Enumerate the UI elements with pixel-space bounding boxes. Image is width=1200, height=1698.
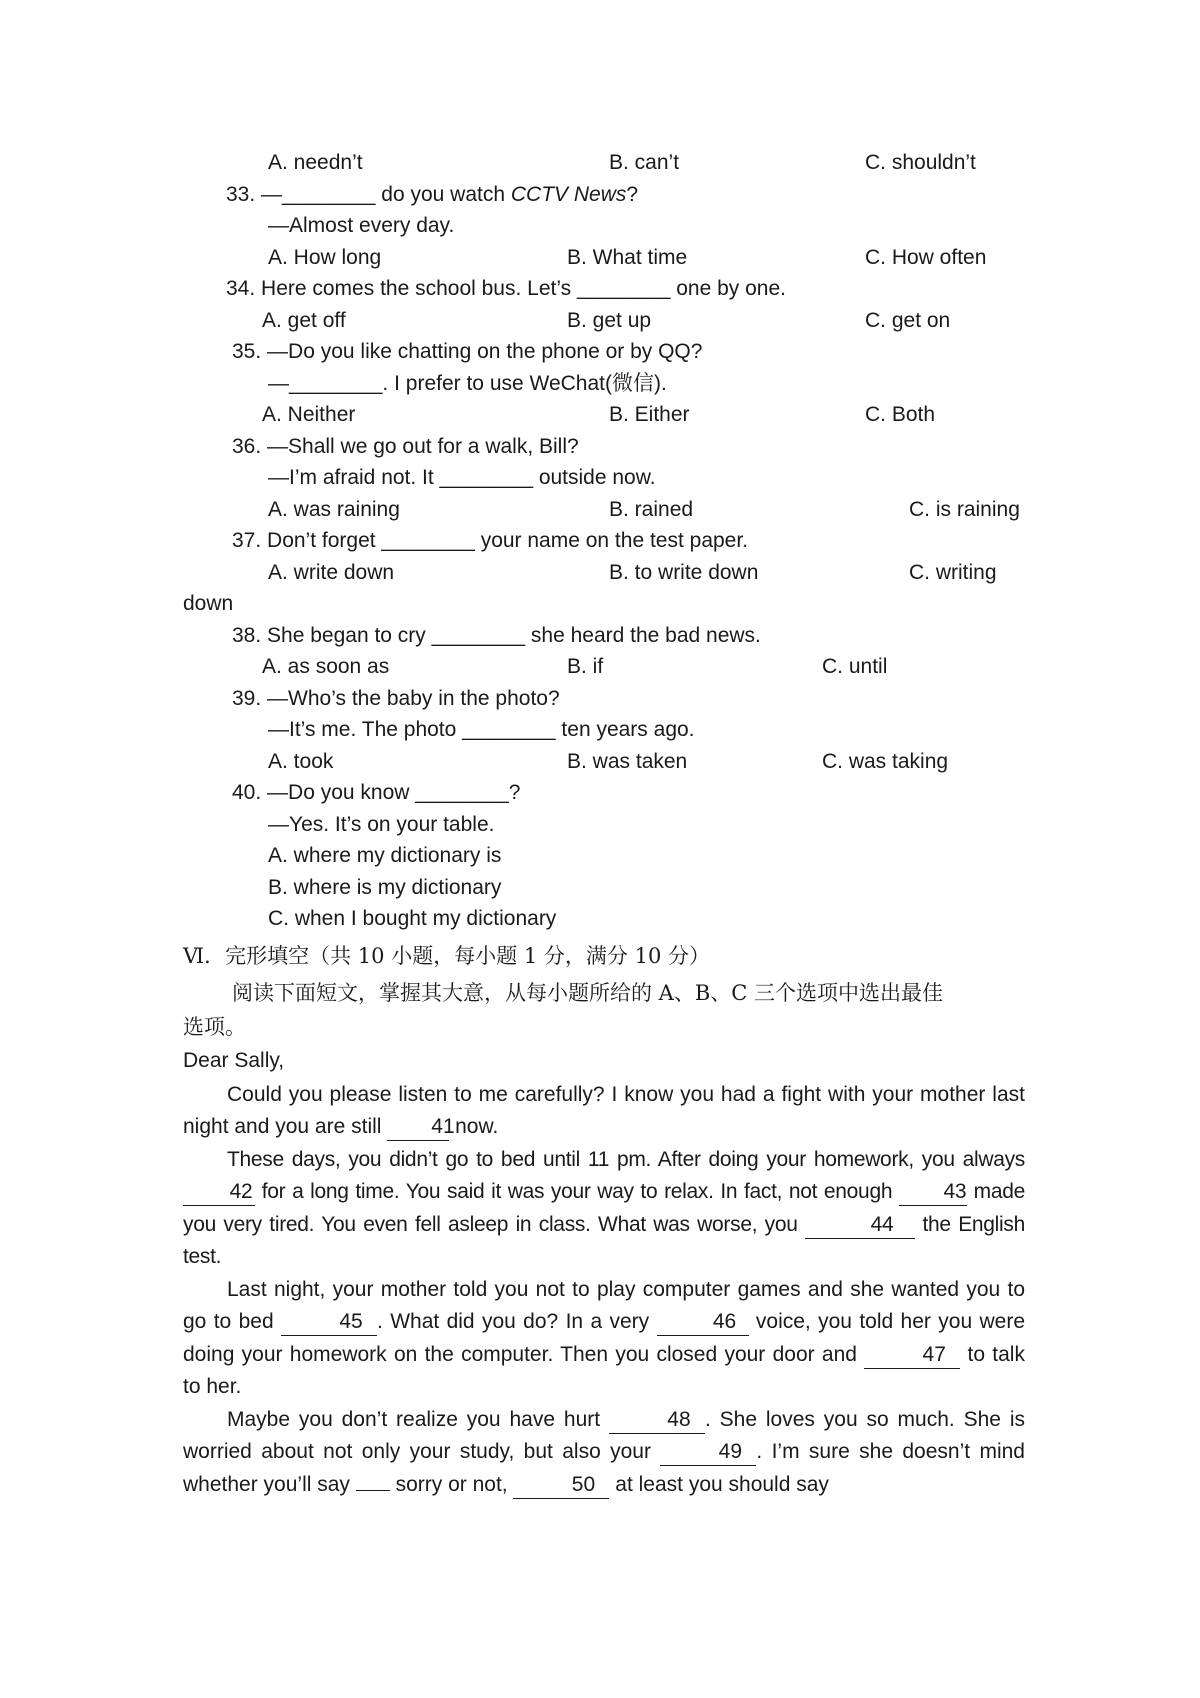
q36-option-b: B. rained <box>609 498 694 521</box>
q33-stem-post: ? <box>626 183 639 206</box>
p3-text-4: to talk to her. <box>183 1342 1025 1399</box>
q37-option-b: B. to write down <box>609 561 759 584</box>
section-instruction: 阅读下面短文，掌握其大意，从每小题所给的 A、B、C 三个选项中选出最佳 <box>232 981 944 1005</box>
p2-text-2: for a long time. You said it was your way to relax. In fact, not enough <box>255 1180 899 1204</box>
q35-option-a: A. Neither <box>262 403 356 426</box>
q33-stem-pre: 33. —________ do you watch <box>226 183 511 206</box>
q40-stem: 40. —Do you know ________? <box>232 781 521 804</box>
p3-text-2: . What did you do? In a very <box>377 1310 657 1334</box>
p4-text-3: . I’m sure she doesn’t mind whether you’ll say <box>183 1440 1025 1496</box>
q35-stem: 35. —Do you like chatting on the phone or by QQ? <box>232 340 703 363</box>
q33-option-b: B. What time <box>567 246 688 269</box>
blank-45: 45 <box>281 1309 377 1336</box>
q40-option-a: A. where my dictionary is <box>268 844 502 867</box>
q33-answer: —Almost every day. <box>268 214 455 237</box>
blank-41: 41 <box>387 1114 449 1141</box>
p3-text-1: Last night, your mother told you not to play computer games and she wanted you to go to bed <box>183 1278 1025 1334</box>
p4-text-2: . She loves you so much. She is worried about not only your study, but also your <box>183 1408 1025 1464</box>
q36-answer: —I’m afraid not. It ________ outside now. <box>268 466 656 489</box>
letter-greeting: Dear Sally, <box>183 1049 285 1072</box>
section-instruction-wrap: 选项。 <box>183 1015 246 1039</box>
q40-answer: —Yes. It’s on your table. <box>268 813 495 836</box>
q33-option-c: C. How often <box>865 246 987 269</box>
blank-49: 49 <box>660 1439 756 1466</box>
section-heading: Ⅵ．完形填空（共 10 小题，每小题 1 分，满分 10 分） <box>183 944 710 968</box>
q37-option-c: C. writing <box>909 561 997 584</box>
q38-option-c: C. until <box>822 655 888 678</box>
q39-option-a: A. took <box>268 750 334 773</box>
q35-answer: —________. I prefer to use WeChat(微信). <box>268 372 667 395</box>
q37-option-c-wrap: down <box>183 592 234 615</box>
p1-text-2: now. <box>449 1115 499 1139</box>
q33-stem <box>226 180 638 210</box>
q40-option-b: B. where is my dictionary <box>268 876 502 899</box>
q32-option-c: C. shouldn’t <box>865 151 976 174</box>
p4-text-5: at least you should say <box>609 1472 829 1496</box>
blank-50: 50 <box>513 1472 609 1499</box>
q39-option-c: C. was taking <box>822 750 949 773</box>
p2-text-1: These days, you didn’t go to bed until 11 pm. After doing your homework, you always <box>227 1148 1025 1171</box>
blank-48: 48 <box>609 1407 705 1434</box>
p3-text-3: voice, you told her you were doing your homework on the computer. Then you closed your door and <box>183 1310 1026 1366</box>
q32-option-b: B. can’t <box>609 151 680 174</box>
q38-option-a: A. as soon as <box>262 655 390 678</box>
q36-stem: 36. —Shall we go out for a walk, Bill? <box>232 435 579 458</box>
q39-answer: —It’s me. The photo ________ ten years ago. <box>268 718 695 741</box>
q37-option-a: A. write down <box>268 561 395 584</box>
q39-option-b: B. was taken <box>567 750 688 773</box>
q33-option-a: A. How long <box>268 246 382 269</box>
q33-stem-italic: CCTV News <box>510 183 627 206</box>
q32-option-a: A. needn’t <box>268 151 363 174</box>
q34-stem: 34. Here comes the school bus. Let’s ________ one by one. <box>226 277 786 300</box>
q34-option-b: B. get up <box>567 309 652 332</box>
p2-text-4: the English test. <box>183 1212 1025 1269</box>
p4-text-1: Maybe you don’t realize you have hurt <box>227 1408 609 1431</box>
blank-unnumbered <box>356 1490 390 1491</box>
q38-stem: 38. She began to cry ________ she heard the bad news. <box>232 624 761 647</box>
blank-47: 47 <box>864 1342 960 1369</box>
q39-stem: 39. —Who’s the baby in the photo? <box>232 687 560 710</box>
q36-option-c: C. is raining <box>909 498 1020 521</box>
letter-paragraph-4 <box>183 1404 1025 1501</box>
letter-paragraph-2 <box>183 1144 1025 1274</box>
blank-43: 43 <box>899 1179 967 1206</box>
p4-text-4: sorry or not, <box>389 1472 514 1496</box>
q36-option-a: A. was raining <box>268 498 400 521</box>
q37-stem: 37. Don’t forget ________ your name on the test paper. <box>232 529 749 552</box>
blank-44: 44 <box>805 1212 915 1239</box>
q40-option-c: C. when I bought my dictionary <box>268 907 557 930</box>
q34-option-c: C. get on <box>865 309 951 332</box>
letter-paragraph-1 <box>183 1079 1025 1144</box>
p2-text-3: made you very tired. You even fell asleep in class. What was worse, you <box>183 1180 1025 1236</box>
blank-46: 46 <box>657 1309 749 1336</box>
p1-text-1: Could you please listen to me carefully? I know you had a fight with your mother last night and you are still <box>183 1083 1025 1139</box>
q38-option-b: B. if <box>567 655 604 678</box>
q35-option-c: C. Both <box>865 403 936 426</box>
letter-paragraph-3 <box>183 1274 1025 1404</box>
q34-option-a: A. get off <box>262 309 346 332</box>
blank-42: 42 <box>183 1179 255 1206</box>
q35-option-b: B. Either <box>609 403 690 426</box>
